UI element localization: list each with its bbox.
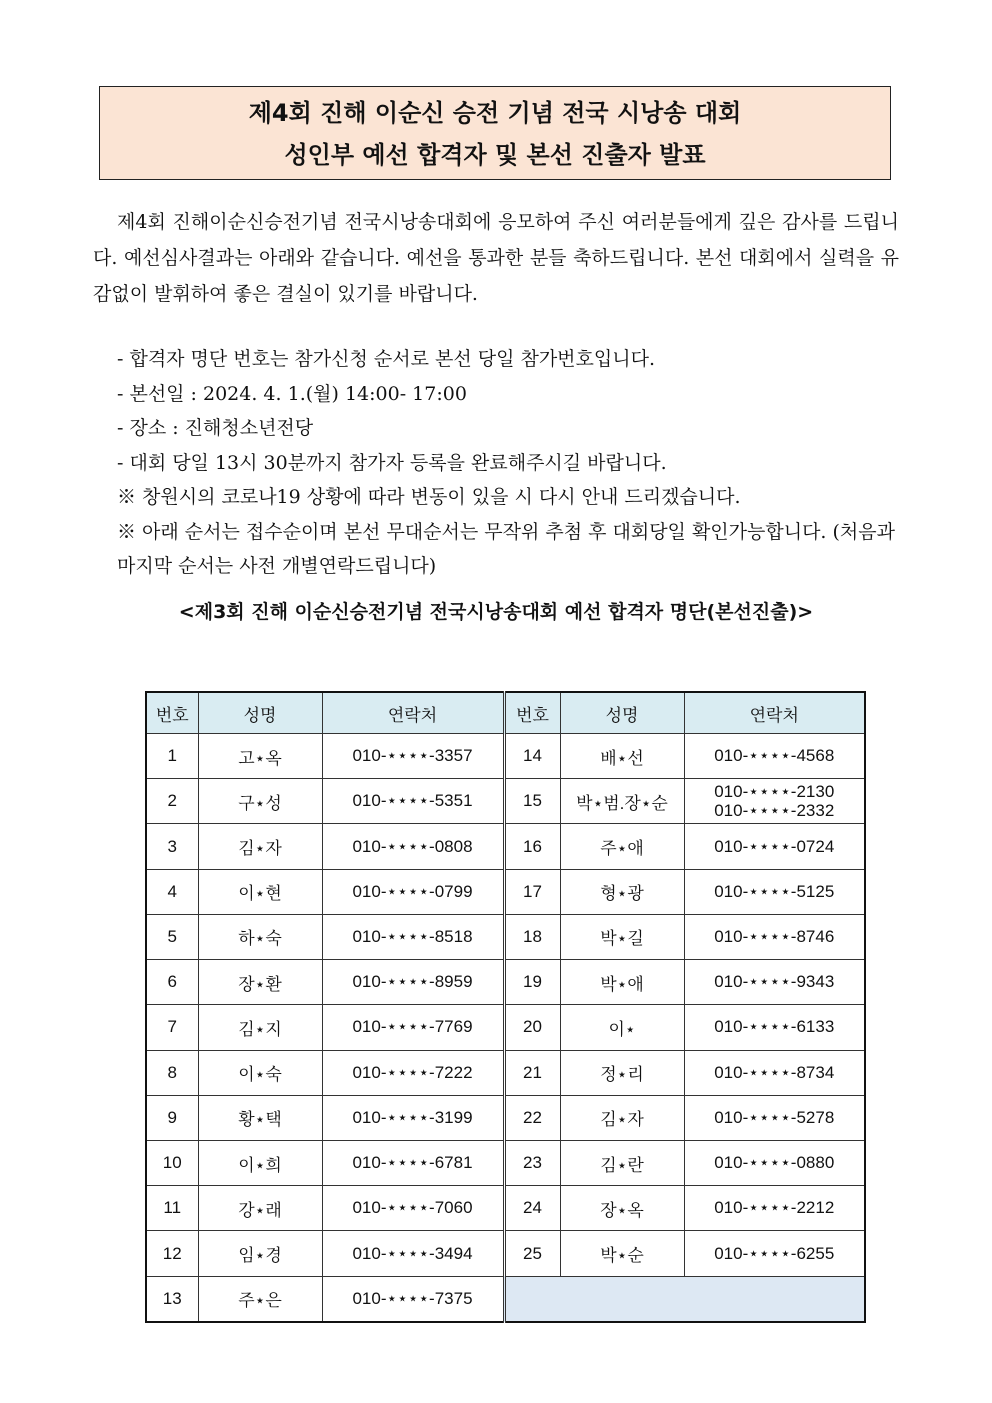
cell-phone: 010-⋆⋆⋆⋆-8518 bbox=[322, 914, 504, 959]
cell-number: 3 bbox=[146, 824, 198, 869]
cell-number: 5 bbox=[146, 914, 198, 959]
cell-number: 6 bbox=[146, 960, 198, 1005]
cell-name: 박⋆범.장⋆순 bbox=[560, 779, 684, 824]
cell-number: 15 bbox=[504, 779, 560, 824]
table-row bbox=[146, 1140, 865, 1185]
cell-phone: 010-⋆⋆⋆⋆-8746 bbox=[684, 914, 865, 959]
cell-name: 형⋆광 bbox=[560, 869, 684, 914]
cell-number: 2 bbox=[146, 779, 198, 824]
cell-phone: 010-⋆⋆⋆⋆-5278 bbox=[684, 1095, 865, 1140]
table-row bbox=[146, 1231, 865, 1276]
cell-number: 1 bbox=[146, 734, 198, 779]
cell-name: 김⋆자 bbox=[198, 824, 322, 869]
cell-phone: 010-⋆⋆⋆⋆-8734 bbox=[684, 1050, 865, 1095]
cell-name: 정⋆리 bbox=[560, 1050, 684, 1095]
cell-phone: 010-⋆⋆⋆⋆-8959 bbox=[322, 960, 504, 1005]
cell-phone: 010-⋆⋆⋆⋆-0799 bbox=[322, 869, 504, 914]
finalist-table bbox=[145, 691, 866, 1323]
cell-name: 김⋆자 bbox=[560, 1095, 684, 1140]
cell-name: 주⋆애 bbox=[560, 824, 684, 869]
cell-name: 임⋆경 bbox=[198, 1231, 322, 1276]
header-name: 성명 bbox=[560, 692, 684, 734]
cell-phone: 010-⋆⋆⋆⋆-3199 bbox=[322, 1095, 504, 1140]
header-number: 번호 bbox=[146, 692, 198, 734]
header-phone: 연락처 bbox=[322, 692, 504, 734]
cell-name: 하⋆숙 bbox=[198, 914, 322, 959]
cell-name: 이⋆희 bbox=[198, 1140, 322, 1185]
header-name: 성명 bbox=[198, 692, 322, 734]
note-registration: - 대회 당일 13시 30분까지 참가자 등록을 완료해주시길 바랍니다. bbox=[117, 451, 667, 474]
cell-number: 18 bbox=[504, 914, 560, 959]
note-final-date: - 본선일 : 2024. 4. 1.(월) 14:00- 17:00 bbox=[117, 382, 467, 405]
cell-number: 21 bbox=[504, 1050, 560, 1095]
cell-number: 24 bbox=[504, 1186, 560, 1231]
reference-covid: ※ 창원시의 코로나19 상황에 따라 변동이 있을 시 다시 안내 드리겠습니다. bbox=[117, 486, 741, 508]
cell-number: 9 bbox=[146, 1095, 198, 1140]
cell-name: 장⋆옥 bbox=[560, 1186, 684, 1231]
cell-number: 14 bbox=[504, 734, 560, 779]
cell-number: 7 bbox=[146, 1005, 198, 1050]
note-venue: - 장소 : 진해청소년전당 bbox=[117, 417, 314, 439]
table-header-row bbox=[146, 692, 865, 734]
cell-phone: 010-⋆⋆⋆⋆-7060 bbox=[322, 1186, 504, 1231]
cell-name: 장⋆환 bbox=[198, 960, 322, 1005]
cell-name: 이⋆현 bbox=[198, 869, 322, 914]
list-title: <제3회 진해 이순신승전기념 전국시낭송대회 예선 합격자 명단(본선진출)> bbox=[178, 601, 814, 623]
table-row bbox=[146, 1276, 865, 1322]
cell-number: 17 bbox=[504, 869, 560, 914]
cell-phone: 010-⋆⋆⋆⋆-7375 bbox=[322, 1276, 504, 1322]
table-row bbox=[146, 1050, 865, 1095]
cell-phone: 010-⋆⋆⋆⋆-3494 bbox=[322, 1231, 504, 1276]
table-row bbox=[146, 914, 865, 959]
cell-phone: 010-⋆⋆⋆⋆-9343 bbox=[684, 960, 865, 1005]
table-row bbox=[146, 869, 865, 914]
cell-phone: 010-⋆⋆⋆⋆-0808 bbox=[322, 824, 504, 869]
table-row bbox=[146, 779, 865, 824]
table-row bbox=[146, 1186, 865, 1231]
cell-name: 박⋆길 bbox=[560, 914, 684, 959]
header-number: 번호 bbox=[504, 692, 560, 734]
cell-number: 4 bbox=[146, 869, 198, 914]
title-box bbox=[99, 86, 891, 180]
cell-name: 고⋆옥 bbox=[198, 734, 322, 779]
notes-list bbox=[93, 342, 899, 584]
cell-name: 주⋆은 bbox=[198, 1276, 322, 1322]
cell-name: 박⋆순 bbox=[560, 1231, 684, 1276]
cell-number: 19 bbox=[504, 960, 560, 1005]
cell-phone: 010-⋆⋆⋆⋆-0724 bbox=[684, 824, 865, 869]
cell-number: 16 bbox=[504, 824, 560, 869]
cell-number: 22 bbox=[504, 1095, 560, 1140]
table-row bbox=[146, 824, 865, 869]
cell-phone: 010-⋆⋆⋆⋆-4568 bbox=[684, 734, 865, 779]
cell-name: 강⋆래 bbox=[198, 1186, 322, 1231]
header-phone: 연락처 bbox=[684, 692, 865, 734]
cell-number: 11 bbox=[146, 1186, 198, 1231]
cell-number: 8 bbox=[146, 1050, 198, 1095]
cell-number: 23 bbox=[504, 1140, 560, 1185]
cell-phone: 010-⋆⋆⋆⋆-2212 bbox=[684, 1186, 865, 1231]
cell-number: 20 bbox=[504, 1005, 560, 1050]
cell-phone: 010-⋆⋆⋆⋆-6255 bbox=[684, 1231, 865, 1276]
cell-number: 10 bbox=[146, 1140, 198, 1185]
phone-line-2: 010-⋆⋆⋆⋆-2332 bbox=[714, 801, 835, 821]
cell-name: 김⋆지 bbox=[198, 1005, 322, 1050]
cell-phone: 010-⋆⋆⋆⋆-3357 bbox=[322, 734, 504, 779]
cell-phone: 010-⋆⋆⋆⋆-7222 bbox=[322, 1050, 504, 1095]
cell-phone bbox=[684, 779, 865, 824]
note-participant-number: - 합격자 명단 번호는 참가신청 순서로 본선 당일 참가번호입니다. bbox=[117, 348, 655, 370]
cell-name: 배⋆선 bbox=[560, 734, 684, 779]
cell-phone: 010-⋆⋆⋆⋆-5351 bbox=[322, 779, 504, 824]
table-row bbox=[146, 1005, 865, 1050]
table-row bbox=[146, 1095, 865, 1140]
cell-name: 황⋆택 bbox=[198, 1095, 322, 1140]
title-line-2: 성인부 예선 합격자 및 본선 진출자 발표 bbox=[284, 141, 706, 169]
cell-name: 박⋆애 bbox=[560, 960, 684, 1005]
cell-number: 12 bbox=[146, 1231, 198, 1276]
cell-number: 13 bbox=[146, 1276, 198, 1322]
cell-phone: 010-⋆⋆⋆⋆-0880 bbox=[684, 1140, 865, 1185]
table-row bbox=[146, 734, 865, 779]
cell-phone: 010-⋆⋆⋆⋆-5125 bbox=[684, 869, 865, 914]
title-line-1: 제4회 진해 이순신 승전 기념 전국 시낭송 대회 bbox=[248, 99, 742, 127]
cell-name: 이⋆숙 bbox=[198, 1050, 322, 1095]
cell-name: 구⋆성 bbox=[198, 779, 322, 824]
cell-name: 김⋆란 bbox=[560, 1140, 684, 1185]
table-row bbox=[146, 960, 865, 1005]
cell-phone: 010-⋆⋆⋆⋆-6133 bbox=[684, 1005, 865, 1050]
empty-cell bbox=[504, 1276, 865, 1322]
cell-phone: 010-⋆⋆⋆⋆-6781 bbox=[322, 1140, 504, 1185]
intro-paragraph: 제4회 진해이순신승전기념 전국시낭송대회에 응모하여 주신 여러분들에게 깊은 감사를 드립니다. 예선심사결과는 아래와 같습니다. 예선을 통과한 분들 축하드립니다. 본선 대회에서 실력을 유감없이 발휘하여 좋은 결실이 있기를 바랍니다. bbox=[93, 211, 899, 305]
phone-line-1: 010-⋆⋆⋆⋆-2130 bbox=[714, 782, 835, 802]
reference-order: ※ 아래 순서는 접수순이며 본선 무대순서는 무작위 추첨 후 대회당일 확인가능합니다. (처음과 마지막 순서는 사전 개별연락드립니다) bbox=[117, 520, 895, 577]
cell-name: 이⋆ bbox=[560, 1005, 684, 1050]
cell-number: 25 bbox=[504, 1231, 560, 1276]
cell-phone: 010-⋆⋆⋆⋆-7769 bbox=[322, 1005, 504, 1050]
